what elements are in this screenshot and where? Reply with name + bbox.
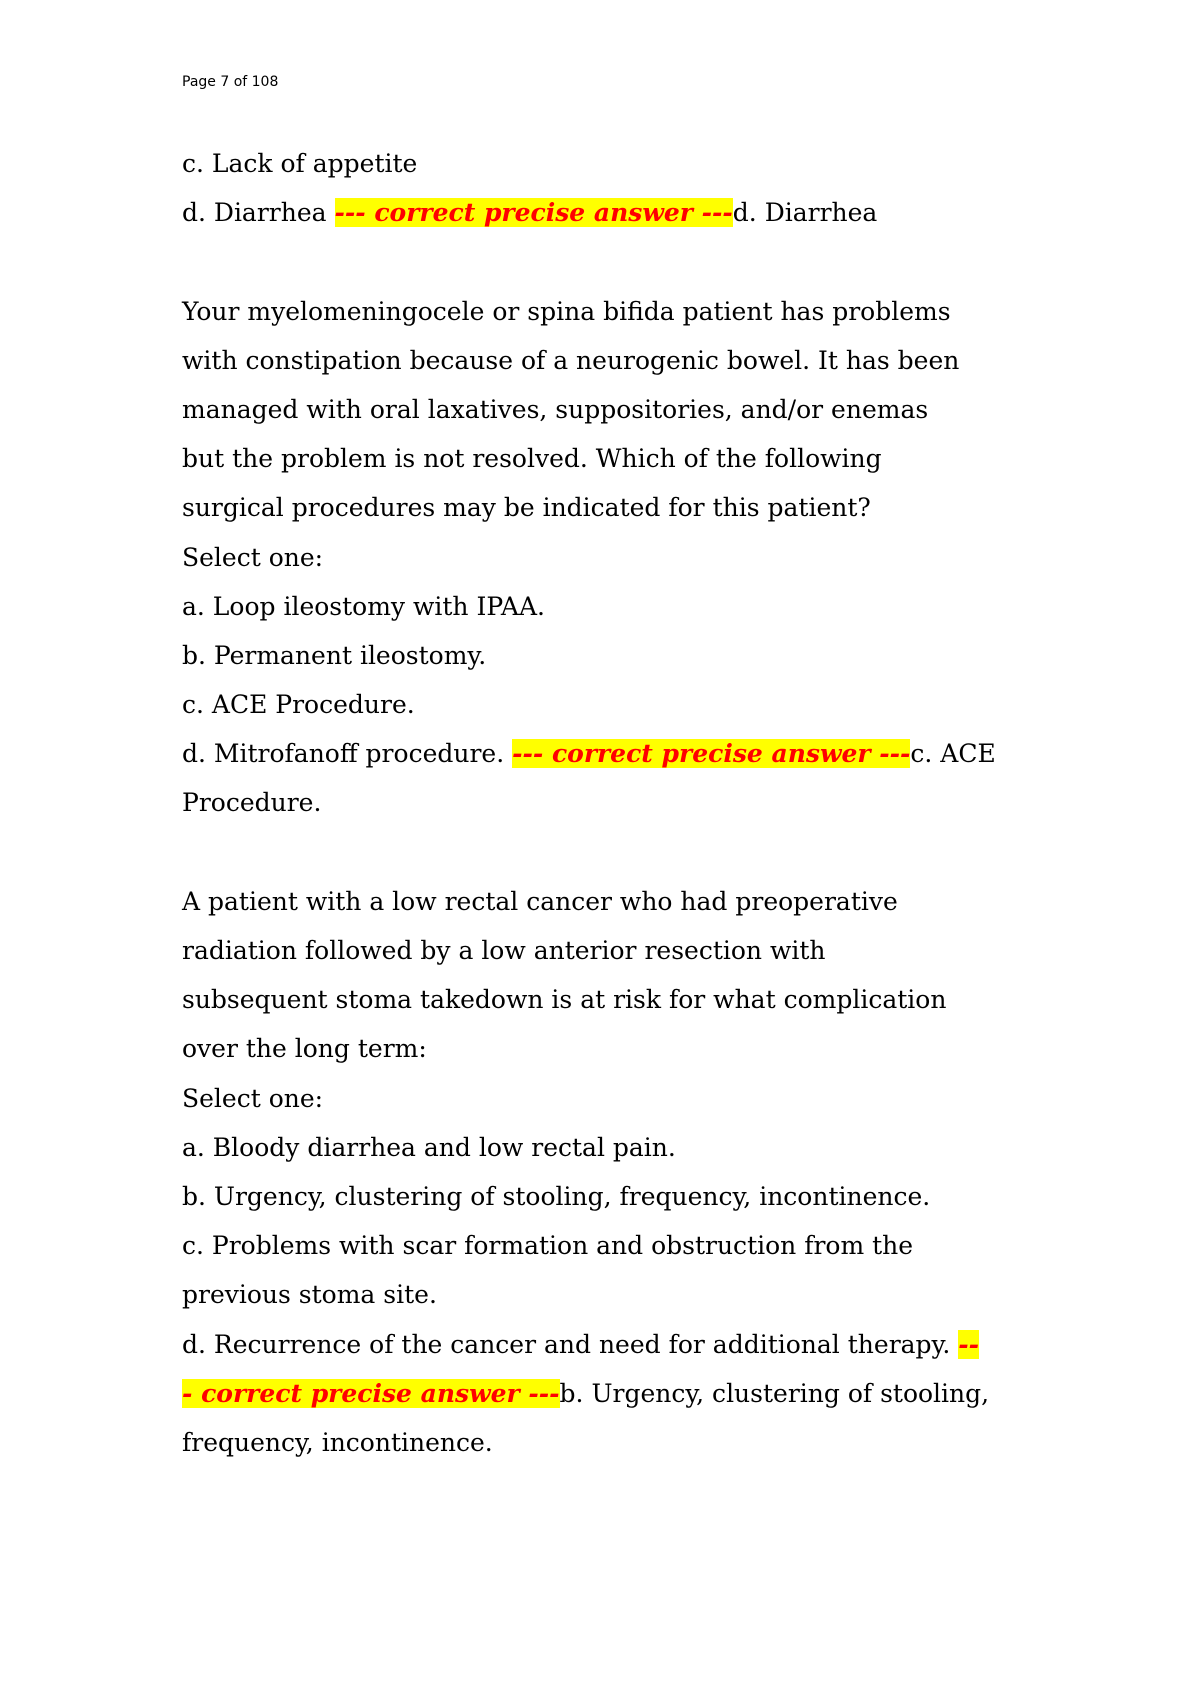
q1-answer-marker: --- correct precise answer ---	[512, 739, 911, 769]
q1-option-d: d. Mitrofanoff procedure.	[182, 739, 513, 769]
page-number: Page 7 of 108	[182, 74, 279, 90]
q2-option-c: c. Problems with scar formation and obstruction from the	[182, 1231, 914, 1261]
q2-option-d-line	[182, 1320, 1022, 1369]
question-2	[182, 877, 1022, 1467]
q1-stem-line: surgical procedures may be indicated for this patient?	[182, 493, 871, 523]
q2-stem-line: over the long term:	[182, 1034, 427, 1064]
q2-stem-line: radiation followed by a low anterior resection with	[182, 936, 826, 965]
q1-stem-line: managed with oral laxatives, suppositories, and/or enemas	[182, 394, 929, 424]
q1-stem-line: but the problem is not resolved. Which of the following	[182, 444, 882, 474]
q2-select-prompt: Select one:	[182, 1083, 324, 1113]
spacer	[182, 828, 1022, 877]
q2-answer-marker-end: - correct precise answer ---	[182, 1378, 560, 1408]
q2-option-d: d. Recurrence of the cancer and need for additional therapy.	[182, 1329, 959, 1359]
q0-option-d: d. Diarrhea	[182, 198, 335, 228]
q1-answer: c. ACE	[910, 739, 996, 769]
q2-stem-line: subsequent stoma takedown is at risk for what complication	[182, 985, 947, 1015]
q2-stem-line: A patient with a low rectal cancer who had preoperative	[182, 886, 898, 916]
q1-select-prompt: Select one:	[182, 542, 324, 572]
document-body	[182, 139, 1022, 1467]
q1-stem-line: Your myelomeningocele or spina bifida patient has problems	[182, 296, 951, 326]
q2-answer-marker-start: --	[958, 1329, 980, 1359]
q2-option-b: b. Urgency, clustering of stooling, frequency, incontinence.	[182, 1181, 931, 1211]
q2-option-c-continued: previous stoma site.	[182, 1280, 437, 1310]
q0-option-d-line	[182, 188, 1022, 237]
q0-answer-marker: --- correct precise answer ---	[334, 198, 733, 228]
q2-answer-line	[182, 1369, 1022, 1418]
q2-answer-continued: frequency, incontinence.	[182, 1427, 493, 1457]
q1-option-d-line	[182, 729, 1022, 778]
q1-answer-continued: Procedure.	[182, 788, 322, 818]
q0-answer: d. Diarrhea	[732, 198, 878, 228]
q2-answer: b. Urgency, clustering of stooling,	[559, 1378, 990, 1408]
q0-option-c: c. Lack of appetite	[182, 149, 418, 178]
q2-option-a: a. Bloody diarrhea and low rectal pain.	[182, 1132, 676, 1162]
spacer	[182, 237, 1022, 286]
q1-option-b: b. Permanent ileostomy.	[182, 640, 487, 670]
q1-option-c: c. ACE Procedure.	[182, 690, 415, 720]
question-1	[182, 287, 1022, 828]
q1-stem-line: with constipation because of a neurogenic bowel. It has been	[182, 345, 960, 375]
q1-option-a: a. Loop ileostomy with IPAA.	[182, 591, 545, 621]
